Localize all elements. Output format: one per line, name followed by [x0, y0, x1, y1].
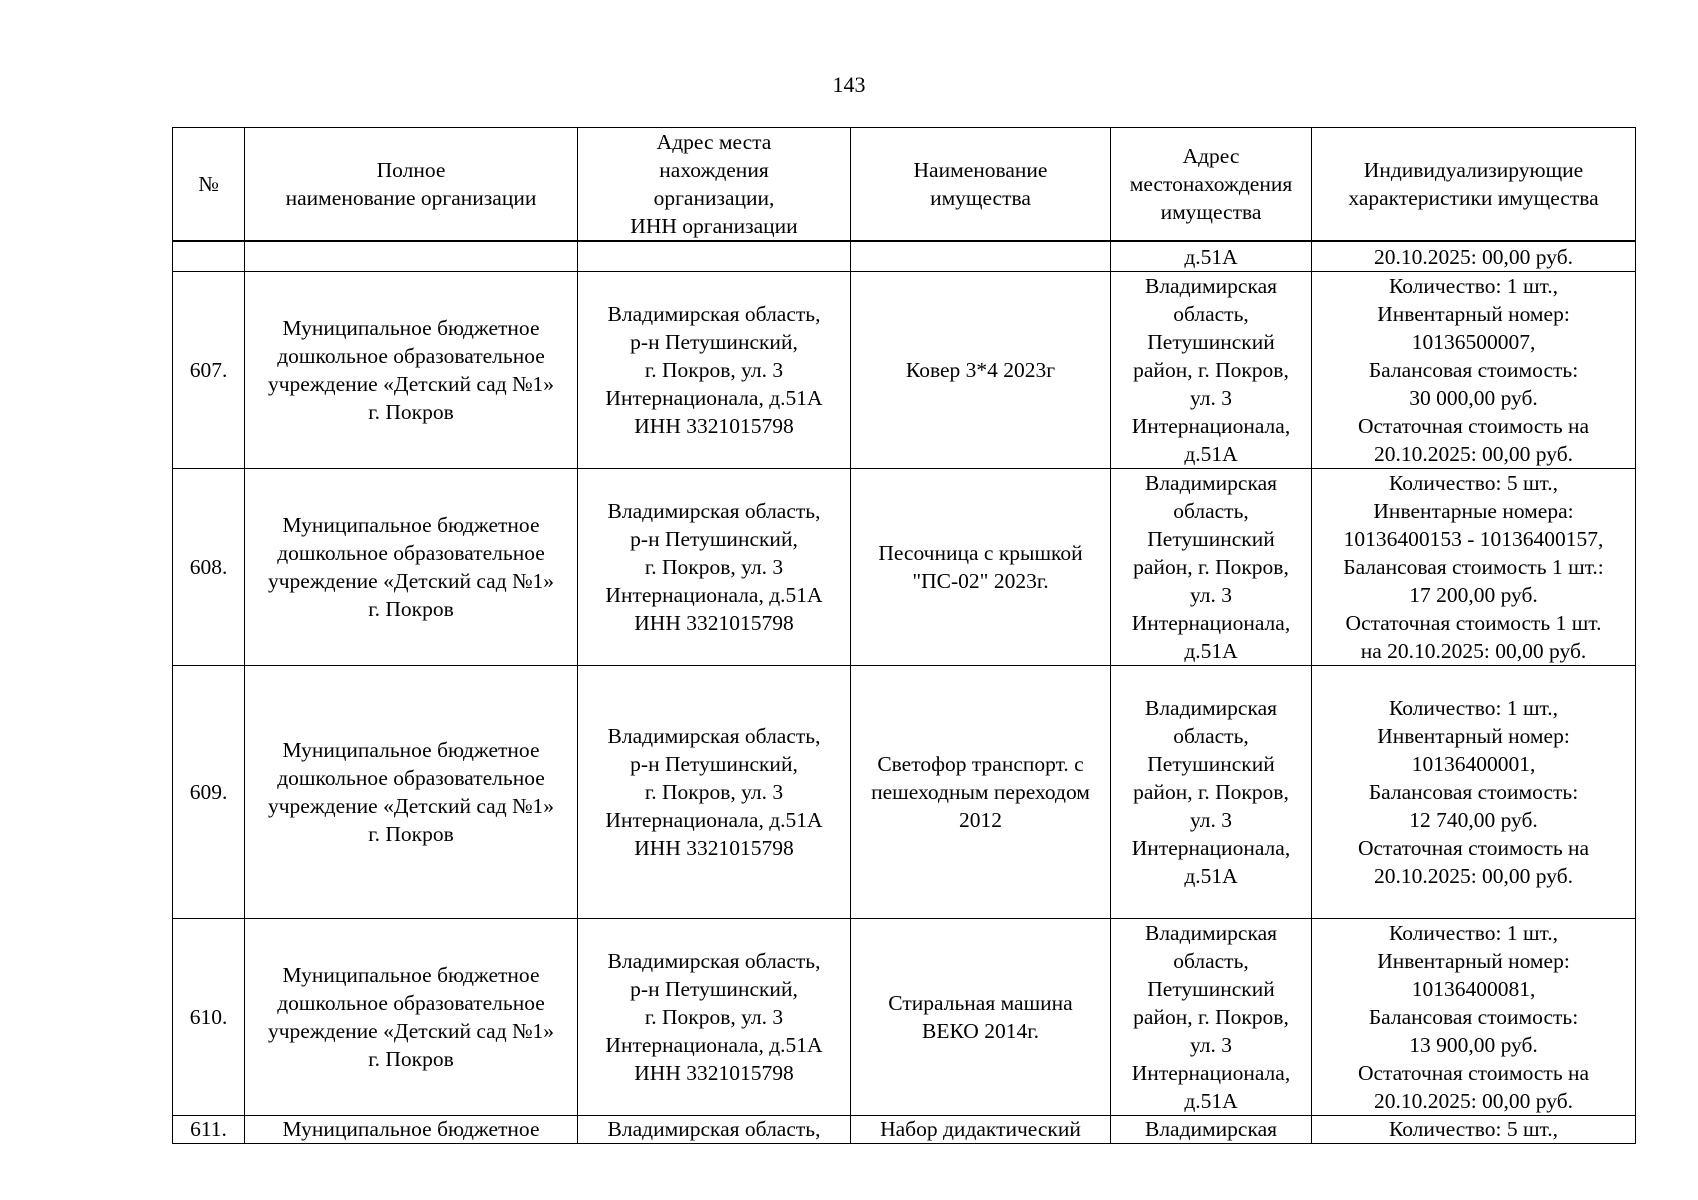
header-no: №: [173, 128, 245, 242]
header-property-characteristics: Индивидуализирующие характеристики имущества: [1312, 128, 1636, 242]
cell-org-address: Владимирская область, р-н Петушинский, г. Покров, ул. 3 Интернационала, д.51А ИНН 3321015798: [578, 468, 851, 665]
page-number: 143: [832, 72, 866, 97]
cell-org-name: Муниципальное бюджетное дошкольное образовательное учреждение «Детский сад №1» г. Покров: [245, 918, 578, 1115]
cell-no: 608.: [173, 468, 245, 665]
table-row: [173, 665, 1636, 918]
cell-property-address: д.51А: [1111, 241, 1312, 271]
table-row: [173, 1115, 1636, 1143]
cell-property-name: [851, 241, 1111, 271]
cell-property-characteristics: Количество: 5 шт., Инвентарные номера: 10136400153 - 10136400157, Балансовая стоимость 1 шт.: 17 200,00 руб. Остаточная стоимость 1 шт. на 20.10.2025: 00,00 руб.: [1312, 468, 1636, 665]
cell-org-name: Муниципальное бюджетное дошкольное образовательное учреждение «Детский сад №1» г. Покров: [245, 665, 578, 918]
cell-org-name: Муниципальное бюджетное: [245, 1115, 578, 1143]
cell-property-address: Владимирская область, Петушинский район, г. Покров, ул. 3 Интернационала, д.51А: [1111, 918, 1312, 1115]
continuation-row: [173, 241, 1636, 271]
cell-org-address: Владимирская область, р-н Петушинский, г. Покров, ул. 3 Интернационала, д.51А ИНН 3321015798: [578, 271, 851, 468]
cell-property-characteristics: Количество: 1 шт., Инвентарный номер: 10136400001, Балансовая стоимость: 12 740,00 руб. Остаточная стоимость на 20.10.2025: 00,00 руб.: [1312, 665, 1636, 918]
header-property-name: Наименование имущества: [851, 128, 1111, 242]
cell-property-name: Светофор транспорт. с пешеходным переходом 2012: [851, 665, 1111, 918]
cell-org-address: Владимирская область, р-н Петушинский, г. Покров, ул. 3 Интернационала, д.51А ИНН 3321015798: [578, 918, 851, 1115]
cell-property-address: Владимирская область, Петушинский район, г. Покров, ул. 3 Интернационала, д.51А: [1111, 271, 1312, 468]
cell-property-name: Стиральная машина ВЕКО 2014г.: [851, 918, 1111, 1115]
cell-org-name: Муниципальное бюджетное дошкольное образовательное учреждение «Детский сад №1» г. Покров: [245, 468, 578, 665]
cell-org-name: [245, 241, 578, 271]
cell-property-characteristics: Количество: 1 шт., Инвентарный номер: 10136500007, Балансовая стоимость: 30 000,00 руб. Остаточная стоимость на 20.10.2025: 00,00 руб.: [1312, 271, 1636, 468]
header-property-address: Адрес местонахождения имущества: [1111, 128, 1312, 242]
cell-no: 610.: [173, 918, 245, 1115]
cell-property-characteristics: Количество: 5 шт.,: [1312, 1115, 1636, 1143]
cell-property-characteristics: Количество: 1 шт., Инвентарный номер: 10136400081, Балансовая стоимость: 13 900,00 руб. Остаточная стоимость на 20.10.2025: 00,00 руб.: [1312, 918, 1636, 1115]
cell-org-name: Муниципальное бюджетное дошкольное образовательное учреждение «Детский сад №1» г. Покров: [245, 271, 578, 468]
table-row: [173, 468, 1636, 665]
cell-property-address: Владимирская область, Петушинский район, г. Покров, ул. 3 Интернационала, д.51А: [1111, 468, 1312, 665]
cell-property-name: Песочница с крышкой "ПС-02" 2023г.: [851, 468, 1111, 665]
header-org-name: Полное наименование организации: [245, 128, 578, 242]
cell-property-address: Владимирская область, Петушинский район, г. Покров, ул. 3 Интернационала, д.51А: [1111, 665, 1312, 918]
cell-property-name: Набор дидактический: [851, 1115, 1111, 1143]
cell-no: 607.: [173, 271, 245, 468]
table-row: [173, 918, 1636, 1115]
cell-no: 611.: [173, 1115, 245, 1143]
cell-property-characteristics: 20.10.2025: 00,00 руб.: [1312, 241, 1636, 271]
header-row: [173, 128, 1636, 242]
cell-org-address: [578, 241, 851, 271]
table-row: [173, 271, 1636, 468]
property-registry-table: [172, 127, 1636, 1144]
cell-no: 609.: [173, 665, 245, 918]
cell-property-address: Владимирская: [1111, 1115, 1312, 1143]
cell-org-address: Владимирская область,: [578, 1115, 851, 1143]
header-org-address: Адрес места нахождения организации, ИНН организации: [578, 128, 851, 242]
cell-property-name: Ковер 3*4 2023г: [851, 271, 1111, 468]
cell-org-address: Владимирская область, р-н Петушинский, г. Покров, ул. 3 Интернационала, д.51А ИНН 3321015798: [578, 665, 851, 918]
cell-no: [173, 241, 245, 271]
